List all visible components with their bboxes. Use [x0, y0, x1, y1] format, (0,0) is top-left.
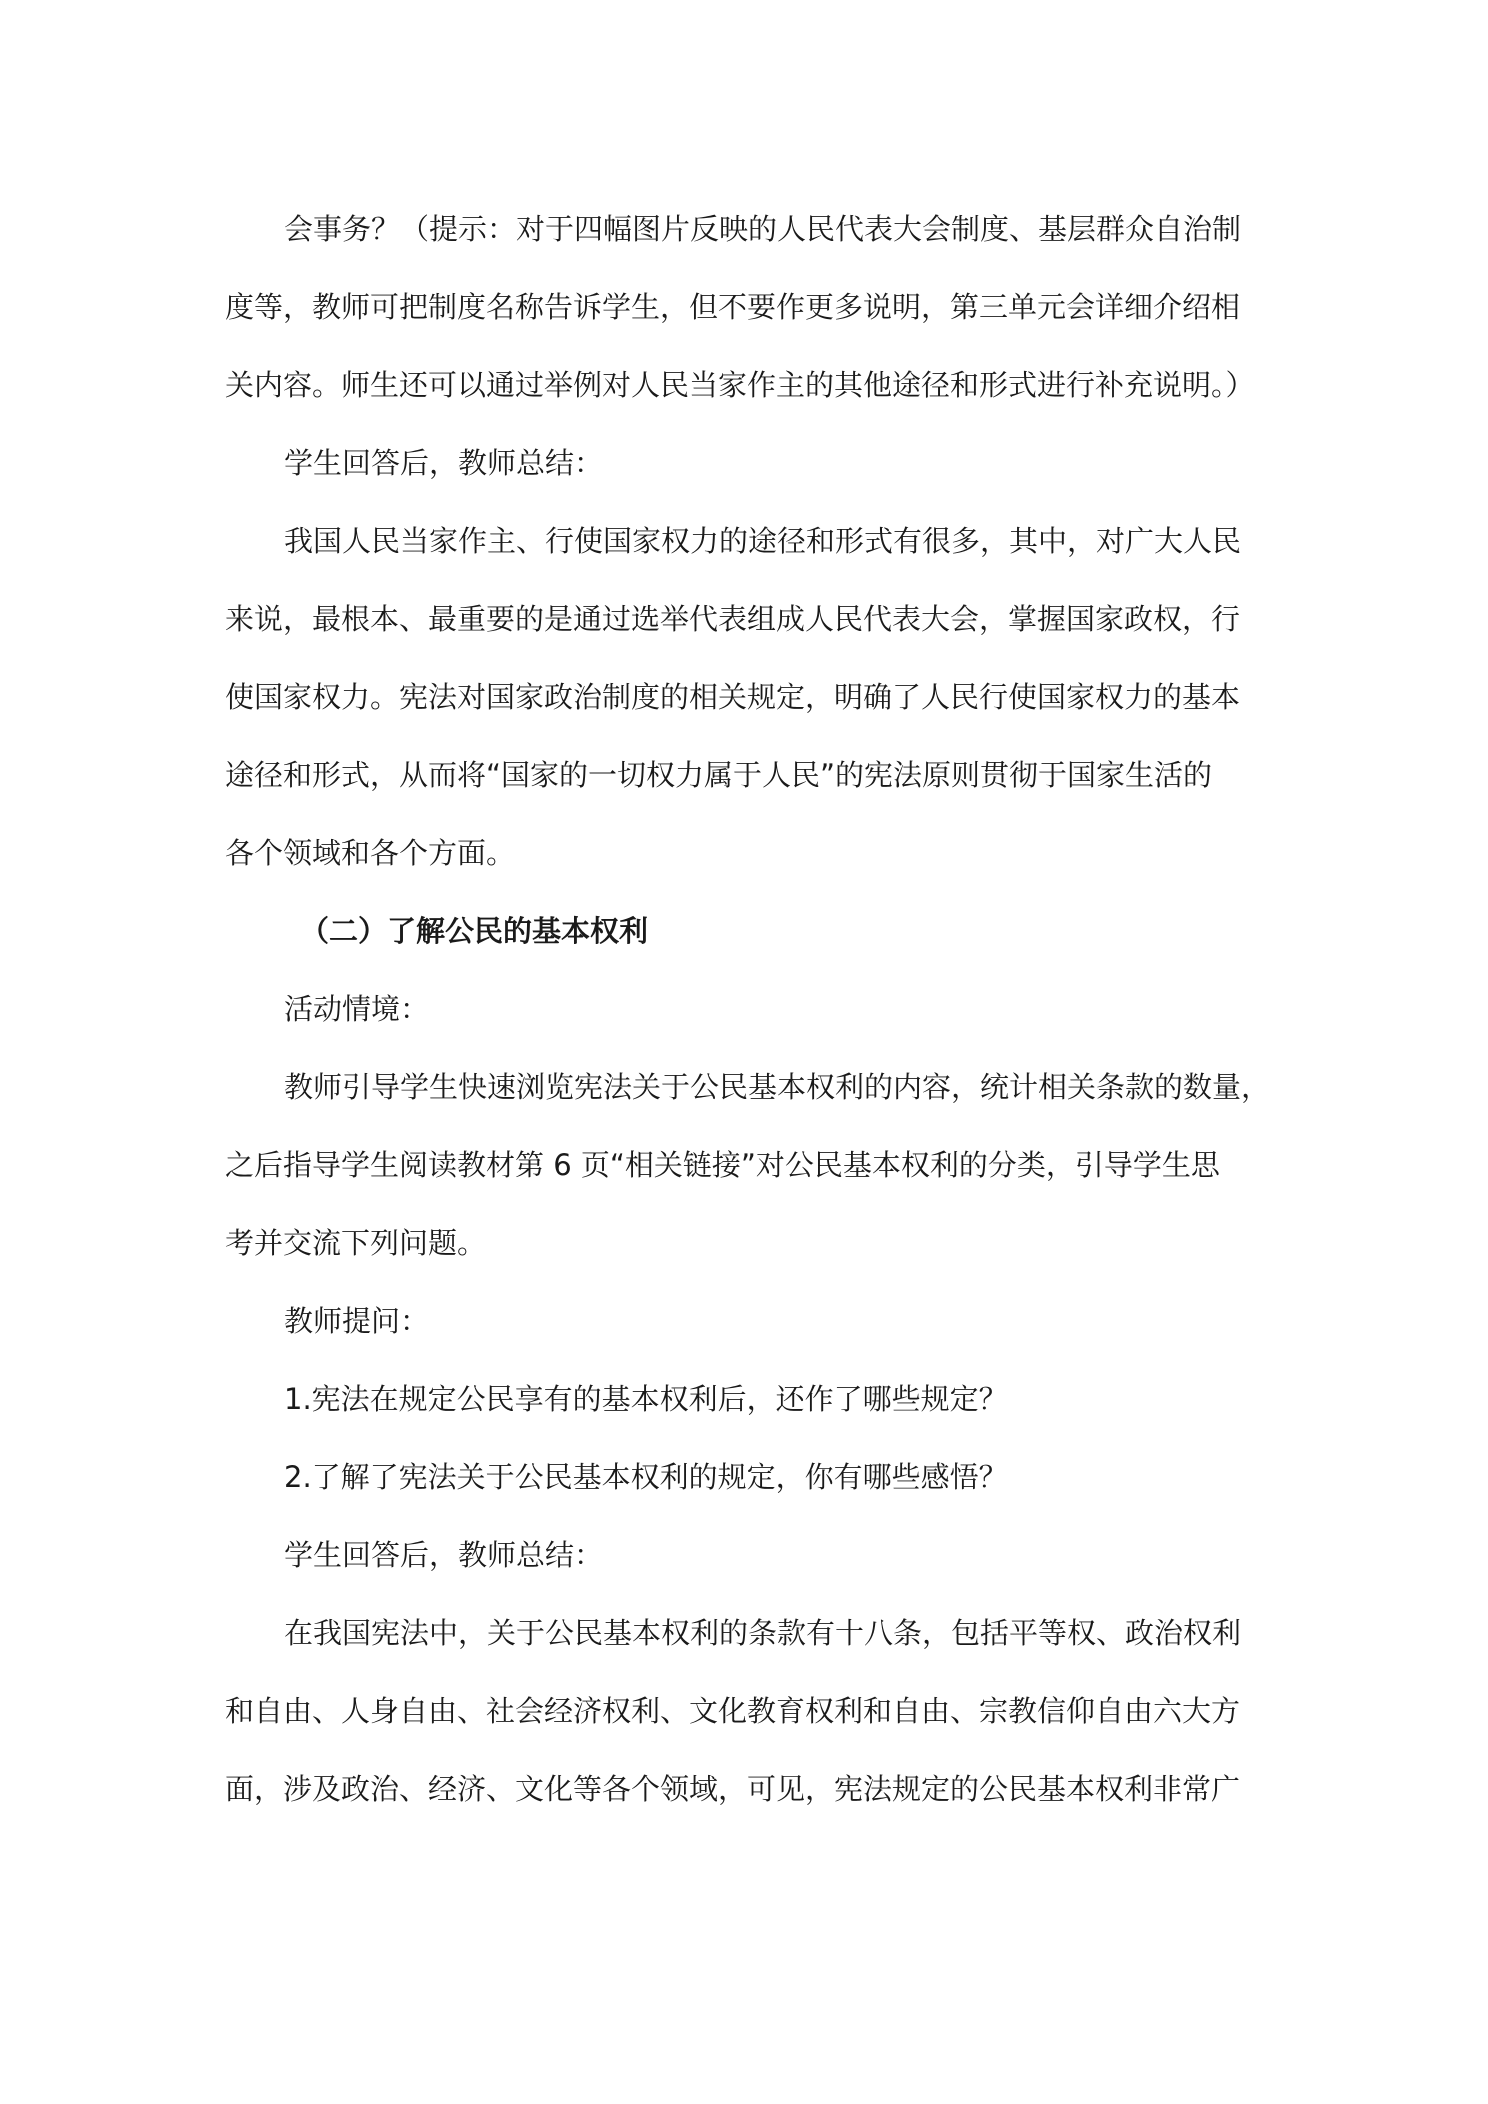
- text-line: 之后指导学生阅读教材第 6 页“相关链接”对公民基本权利的分类，引导学生思: [225, 1148, 1220, 1182]
- section-heading: （二）了解公民的基本权利: [300, 914, 649, 948]
- text-line: 活动情境：: [284, 992, 430, 1026]
- text-line: 面，涉及政治、经济、文化等各个领域，可见，宪法规定的公民基本权利非常广: [225, 1772, 1241, 1806]
- document-body: [225, 190, 1270, 1828]
- text-line: 途径和形式，从而将“国家的一切权力属于人民”的宪法原则贯彻于国家生活的: [225, 758, 1213, 792]
- text-line: 各个领域和各个方面。: [225, 836, 516, 870]
- text-line: 和自由、人身自由、社会经济权利、文化教育权利和自由、宗教信仰自由六大方: [225, 1694, 1241, 1728]
- text-line: 会事务？（提示：对于四幅图片反映的人民代表大会制度、基层群众自治制: [284, 212, 1242, 246]
- text-line: 考并交流下列问题。: [225, 1226, 487, 1260]
- text-line: 学生回答后，教师总结：: [284, 1538, 604, 1572]
- question-item: 1.宪法在规定公民享有的基本权利后，还作了哪些规定？: [284, 1382, 1008, 1416]
- text-line: 教师引导学生快速浏览宪法关于公民基本权利的内容，统计相关条款的数量，: [284, 1070, 1270, 1104]
- text-line: 使国家权力。宪法对国家政治制度的相关规定，明确了人民行使国家权力的基本: [225, 680, 1241, 714]
- text-line: 教师提问：: [284, 1304, 430, 1338]
- text-line: 度等，教师可把制度名称告诉学生，但不要作更多说明，第三单元会详细介绍相: [225, 290, 1241, 324]
- text-line: 来说，最根本、最重要的是通过选举代表组成人民代表大会，掌握国家政权，行: [225, 602, 1241, 636]
- text-line: 我国人民当家作主、行使国家权力的途径和形式有很多，其中，对广大人民: [284, 524, 1242, 558]
- text-line: 在我国宪法中，关于公民基本权利的条款有十八条，包括平等权、政治权利: [284, 1616, 1242, 1650]
- text-line: 关内容。师生还可以通过举例对人民当家作主的其他途径和形式进行补充说明。）: [225, 368, 1255, 402]
- text-line: 学生回答后，教师总结：: [284, 446, 604, 480]
- question-item: 2.了解了宪法关于公民基本权利的规定，你有哪些感悟？: [284, 1460, 1008, 1494]
